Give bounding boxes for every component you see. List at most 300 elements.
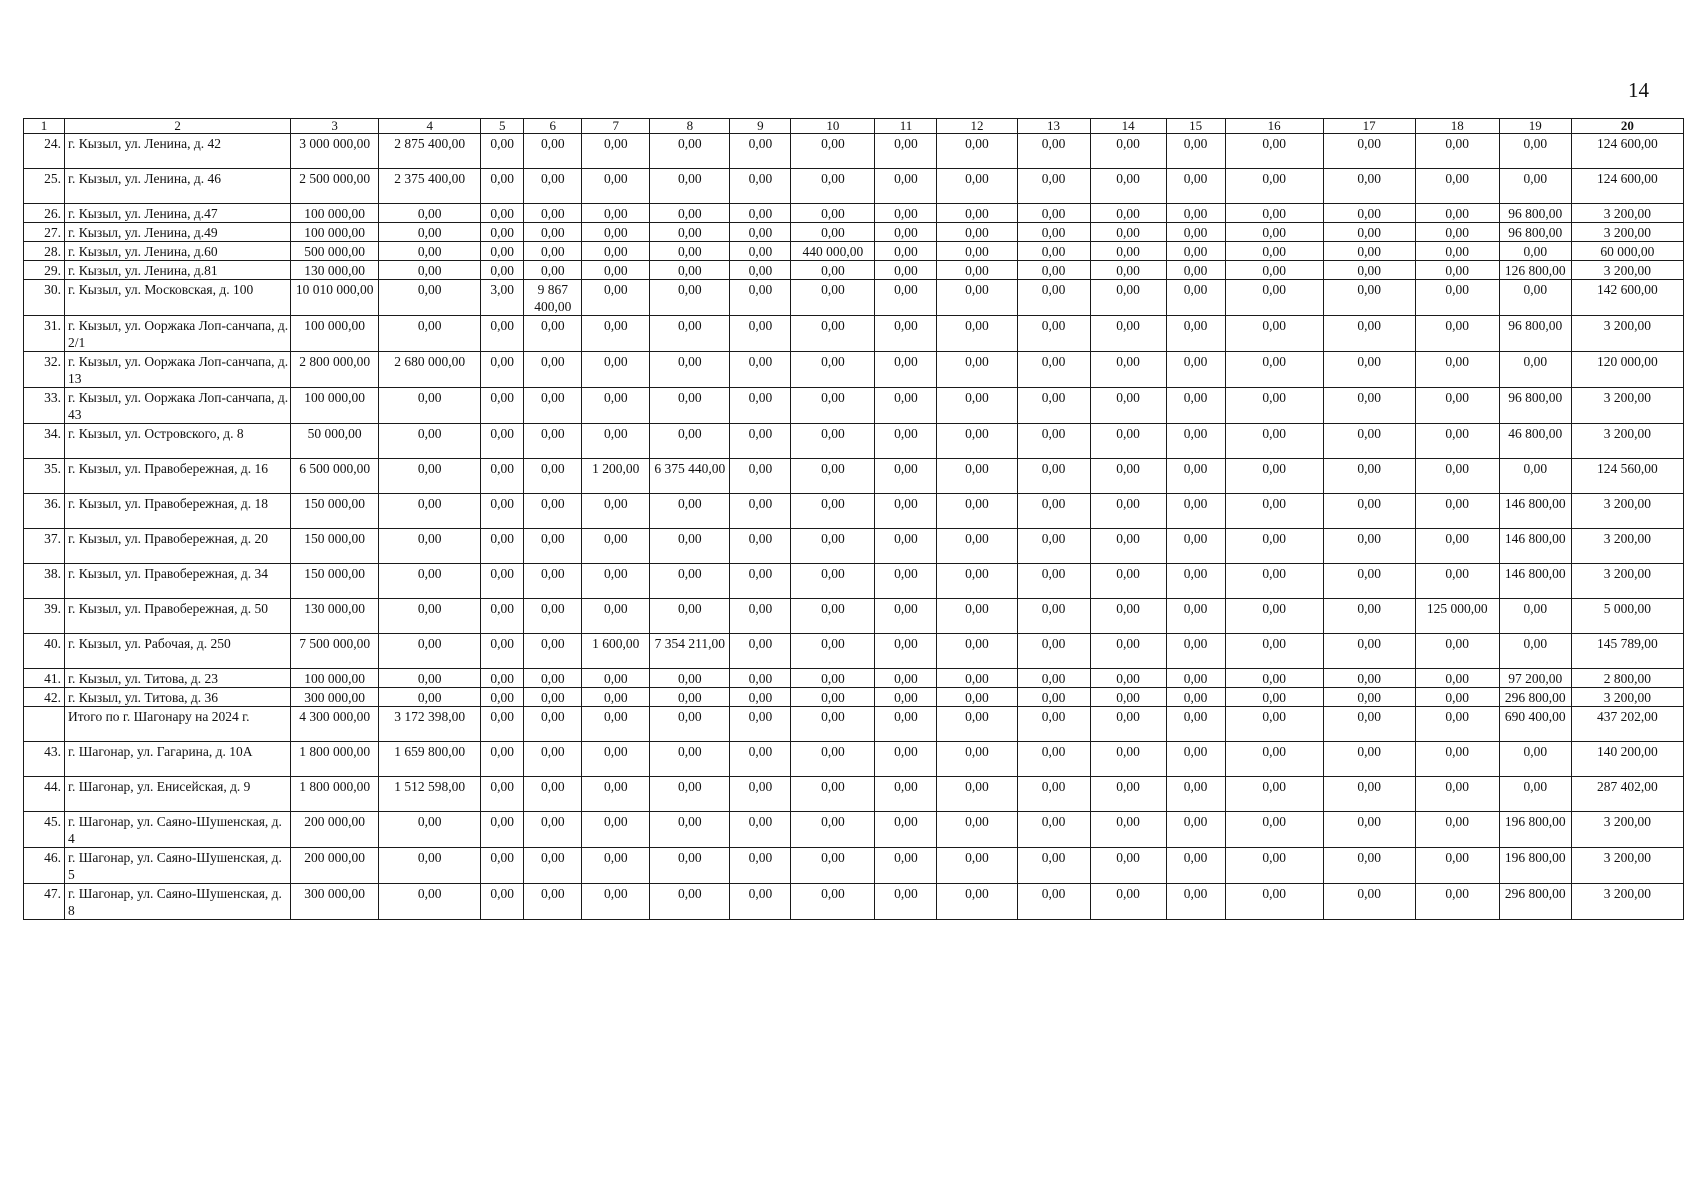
value-cell-col-20: 3 200,00 [1571,316,1683,352]
value-cell-col-20: 287 402,00 [1571,777,1683,812]
value-cell-col-6: 9 867 400,00 [524,280,582,316]
value-cell-col-16: 0,00 [1225,564,1323,599]
value-cell-col-20: 3 200,00 [1571,494,1683,529]
value-cell-col-16: 0,00 [1225,494,1323,529]
row-number-cell: 26. [24,204,65,223]
value-cell-col-10: 0,00 [791,223,875,242]
value-cell-col-11: 0,00 [875,352,937,388]
value-cell-col-12: 0,00 [937,280,1017,316]
value-cell-col-7: 0,00 [582,223,650,242]
table-row [24,388,1684,424]
header-cell-20: 20 [1571,119,1683,134]
value-cell-col-13: 0,00 [1017,564,1090,599]
value-cell-col-17: 0,00 [1323,242,1415,261]
value-cell-col-3: 100 000,00 [291,204,379,223]
value-cell-col-20: 124 600,00 [1571,169,1683,204]
value-cell-col-9: 0,00 [730,848,791,884]
value-cell-col-18: 0,00 [1415,848,1499,884]
value-cell-col-3: 2 800 000,00 [291,352,379,388]
value-cell-col-12: 0,00 [937,459,1017,494]
value-cell-col-10: 0,00 [791,777,875,812]
value-cell-col-11: 0,00 [875,388,937,424]
value-cell-col-15: 0,00 [1166,352,1225,388]
value-cell-col-12: 0,00 [937,564,1017,599]
value-cell-col-18: 0,00 [1415,388,1499,424]
value-cell-col-7: 0,00 [582,352,650,388]
address-cell: г. Кызыл, ул. Правобережная, д. 34 [65,564,291,599]
value-cell-col-4: 0,00 [379,223,481,242]
value-cell-col-18: 0,00 [1415,424,1499,459]
value-cell-col-20: 3 200,00 [1571,564,1683,599]
value-cell-col-7: 0,00 [582,599,650,634]
value-cell-col-9: 0,00 [730,688,791,707]
value-cell-col-5: 0,00 [481,688,524,707]
value-cell-col-10: 0,00 [791,599,875,634]
value-cell-col-13: 0,00 [1017,777,1090,812]
value-cell-col-12: 0,00 [937,223,1017,242]
value-cell-col-13: 0,00 [1017,848,1090,884]
value-cell-col-4: 0,00 [379,669,481,688]
row-number-cell: 39. [24,599,65,634]
value-cell-col-14: 0,00 [1090,669,1166,688]
table-row [24,169,1684,204]
value-cell-col-4: 0,00 [379,599,481,634]
value-cell-col-8: 0,00 [650,777,730,812]
value-cell-col-6: 0,00 [524,459,582,494]
value-cell-col-19: 146 800,00 [1499,494,1571,529]
table-body [24,134,1684,920]
row-number-cell: 27. [24,223,65,242]
value-cell-col-7: 0,00 [582,688,650,707]
value-cell-col-3: 100 000,00 [291,388,379,424]
value-cell-col-4: 0,00 [379,280,481,316]
row-number-cell: 37. [24,529,65,564]
value-cell-col-13: 0,00 [1017,494,1090,529]
value-cell-col-11: 0,00 [875,280,937,316]
value-cell-col-10: 0,00 [791,316,875,352]
value-cell-col-18: 125 000,00 [1415,599,1499,634]
value-cell-col-6: 0,00 [524,388,582,424]
value-cell-col-17: 0,00 [1323,529,1415,564]
value-cell-col-5: 0,00 [481,459,524,494]
value-cell-col-6: 0,00 [524,688,582,707]
value-cell-col-19: 146 800,00 [1499,564,1571,599]
value-cell-col-19: 0,00 [1499,242,1571,261]
value-cell-col-9: 0,00 [730,634,791,669]
budget-table [23,118,1684,920]
value-cell-col-5: 0,00 [481,564,524,599]
value-cell-col-3: 1 800 000,00 [291,742,379,777]
value-cell-col-17: 0,00 [1323,261,1415,280]
value-cell-col-8: 0,00 [650,884,730,920]
value-cell-col-16: 0,00 [1225,634,1323,669]
value-cell-col-11: 0,00 [875,669,937,688]
value-cell-col-10: 0,00 [791,424,875,459]
value-cell-col-13: 0,00 [1017,352,1090,388]
value-cell-col-6: 0,00 [524,261,582,280]
value-cell-col-6: 0,00 [524,669,582,688]
address-cell: Итого по г. Шагонару на 2024 г. [65,707,291,742]
address-cell: г. Шагонар, ул. Енисейская, д. 9 [65,777,291,812]
table-row [24,424,1684,459]
value-cell-col-18: 0,00 [1415,169,1499,204]
value-cell-col-3: 150 000,00 [291,529,379,564]
row-number-cell: 34. [24,424,65,459]
value-cell-col-20: 3 200,00 [1571,529,1683,564]
value-cell-col-6: 0,00 [524,134,582,169]
value-cell-col-10: 0,00 [791,494,875,529]
value-cell-col-5: 0,00 [481,884,524,920]
value-cell-col-19: 126 800,00 [1499,261,1571,280]
value-cell-col-13: 0,00 [1017,707,1090,742]
value-cell-col-19: 46 800,00 [1499,424,1571,459]
value-cell-col-3: 200 000,00 [291,848,379,884]
value-cell-col-17: 0,00 [1323,777,1415,812]
value-cell-col-11: 0,00 [875,261,937,280]
value-cell-col-7: 0,00 [582,316,650,352]
value-cell-col-20: 3 200,00 [1571,388,1683,424]
value-cell-col-9: 0,00 [730,884,791,920]
value-cell-col-3: 100 000,00 [291,316,379,352]
value-cell-col-13: 0,00 [1017,812,1090,848]
value-cell-col-16: 0,00 [1225,280,1323,316]
header-cell-17: 17 [1323,119,1415,134]
address-cell: г. Кызыл, ул. Ленина, д.81 [65,261,291,280]
value-cell-col-15: 0,00 [1166,223,1225,242]
header-cell-18: 18 [1415,119,1499,134]
value-cell-col-11: 0,00 [875,707,937,742]
value-cell-col-5: 0,00 [481,742,524,777]
value-cell-col-9: 0,00 [730,242,791,261]
value-cell-col-6: 0,00 [524,529,582,564]
value-cell-col-7: 0,00 [582,134,650,169]
value-cell-col-5: 0,00 [481,388,524,424]
value-cell-col-20: 3 200,00 [1571,848,1683,884]
header-cell-19: 19 [1499,119,1571,134]
header-cell-12: 12 [937,119,1017,134]
value-cell-col-10: 0,00 [791,884,875,920]
row-number-cell: 35. [24,459,65,494]
table-header [24,119,1684,134]
value-cell-col-11: 0,00 [875,494,937,529]
header-cell-3: 3 [291,119,379,134]
table-row [24,261,1684,280]
value-cell-col-5: 0,00 [481,352,524,388]
value-cell-col-3: 200 000,00 [291,812,379,848]
table-row [24,223,1684,242]
value-cell-col-10: 0,00 [791,848,875,884]
value-cell-col-15: 0,00 [1166,688,1225,707]
value-cell-col-15: 0,00 [1166,261,1225,280]
value-cell-col-4: 0,00 [379,848,481,884]
value-cell-col-20: 5 000,00 [1571,599,1683,634]
value-cell-col-10: 0,00 [791,688,875,707]
value-cell-col-11: 0,00 [875,529,937,564]
value-cell-col-14: 0,00 [1090,134,1166,169]
value-cell-col-19: 296 800,00 [1499,884,1571,920]
value-cell-col-18: 0,00 [1415,494,1499,529]
value-cell-col-5: 0,00 [481,316,524,352]
value-cell-col-18: 0,00 [1415,316,1499,352]
value-cell-col-15: 0,00 [1166,242,1225,261]
value-cell-col-15: 0,00 [1166,564,1225,599]
value-cell-col-4: 0,00 [379,261,481,280]
value-cell-col-19: 196 800,00 [1499,812,1571,848]
address-cell: г. Кызыл, ул. Титова, д. 36 [65,688,291,707]
value-cell-col-18: 0,00 [1415,669,1499,688]
address-cell: г. Кызыл, ул. Ооржака Лоп-санчапа, д. 2/1 [65,316,291,352]
header-row [24,119,1684,134]
value-cell-col-4: 0,00 [379,884,481,920]
row-number-cell: 45. [24,812,65,848]
page-number: 14 [1628,78,1649,102]
value-cell-col-7: 0,00 [582,388,650,424]
value-cell-col-6: 0,00 [524,599,582,634]
value-cell-col-11: 0,00 [875,884,937,920]
value-cell-col-8: 7 354 211,00 [650,634,730,669]
table-row [24,669,1684,688]
value-cell-col-18: 0,00 [1415,777,1499,812]
value-cell-col-8: 0,00 [650,599,730,634]
value-cell-col-10: 0,00 [791,529,875,564]
value-cell-col-11: 0,00 [875,599,937,634]
value-cell-col-10: 0,00 [791,707,875,742]
value-cell-col-19: 0,00 [1499,777,1571,812]
value-cell-col-4: 1 512 598,00 [379,777,481,812]
table-row [24,777,1684,812]
value-cell-col-10: 0,00 [791,352,875,388]
address-cell: г. Кызыл, ул. Ленина, д.47 [65,204,291,223]
value-cell-col-20: 3 200,00 [1571,424,1683,459]
value-cell-col-15: 0,00 [1166,388,1225,424]
value-cell-col-16: 0,00 [1225,812,1323,848]
value-cell-col-3: 130 000,00 [291,599,379,634]
value-cell-col-18: 0,00 [1415,223,1499,242]
table-row [24,707,1684,742]
value-cell-col-7: 0,00 [582,280,650,316]
value-cell-col-3: 10 010 000,00 [291,280,379,316]
value-cell-col-13: 0,00 [1017,388,1090,424]
value-cell-col-19: 0,00 [1499,134,1571,169]
value-cell-col-6: 0,00 [524,316,582,352]
value-cell-col-13: 0,00 [1017,634,1090,669]
header-cell-1: 1 [24,119,65,134]
value-cell-col-8: 0,00 [650,529,730,564]
value-cell-col-7: 0,00 [582,204,650,223]
value-cell-col-15: 0,00 [1166,848,1225,884]
value-cell-col-8: 0,00 [650,494,730,529]
value-cell-col-9: 0,00 [730,424,791,459]
address-cell: г. Кызыл, ул. Ооржака Лоп-санчапа, д. 13 [65,352,291,388]
header-cell-11: 11 [875,119,937,134]
value-cell-col-16: 0,00 [1225,261,1323,280]
value-cell-col-18: 0,00 [1415,884,1499,920]
header-cell-4: 4 [379,119,481,134]
row-number-cell: 32. [24,352,65,388]
value-cell-col-18: 0,00 [1415,242,1499,261]
value-cell-col-8: 6 375 440,00 [650,459,730,494]
value-cell-col-19: 0,00 [1499,169,1571,204]
value-cell-col-6: 0,00 [524,494,582,529]
value-cell-col-3: 50 000,00 [291,424,379,459]
value-cell-col-18: 0,00 [1415,812,1499,848]
value-cell-col-14: 0,00 [1090,280,1166,316]
value-cell-col-11: 0,00 [875,242,937,261]
value-cell-col-4: 0,00 [379,634,481,669]
value-cell-col-10: 0,00 [791,388,875,424]
table-row [24,204,1684,223]
value-cell-col-3: 300 000,00 [291,688,379,707]
value-cell-col-19: 0,00 [1499,742,1571,777]
value-cell-col-14: 0,00 [1090,812,1166,848]
value-cell-col-7: 0,00 [582,707,650,742]
value-cell-col-17: 0,00 [1323,564,1415,599]
value-cell-col-16: 0,00 [1225,223,1323,242]
value-cell-col-5: 0,00 [481,634,524,669]
value-cell-col-15: 0,00 [1166,169,1225,204]
value-cell-col-14: 0,00 [1090,742,1166,777]
row-number-cell: 40. [24,634,65,669]
value-cell-col-18: 0,00 [1415,707,1499,742]
value-cell-col-10: 0,00 [791,261,875,280]
value-cell-col-17: 0,00 [1323,688,1415,707]
value-cell-col-5: 3,00 [481,280,524,316]
value-cell-col-12: 0,00 [937,424,1017,459]
row-number-cell: 41. [24,669,65,688]
value-cell-col-8: 0,00 [650,242,730,261]
value-cell-col-13: 0,00 [1017,669,1090,688]
value-cell-col-11: 0,00 [875,688,937,707]
value-cell-col-20: 437 202,00 [1571,707,1683,742]
table-row [24,564,1684,599]
value-cell-col-10: 0,00 [791,280,875,316]
header-cell-14: 14 [1090,119,1166,134]
value-cell-col-15: 0,00 [1166,459,1225,494]
value-cell-col-5: 0,00 [481,669,524,688]
value-cell-col-11: 0,00 [875,459,937,494]
value-cell-col-19: 96 800,00 [1499,316,1571,352]
value-cell-col-8: 0,00 [650,848,730,884]
address-cell: г. Кызыл, ул. Ленина, д.60 [65,242,291,261]
value-cell-col-18: 0,00 [1415,204,1499,223]
value-cell-col-7: 0,00 [582,742,650,777]
value-cell-col-8: 0,00 [650,688,730,707]
value-cell-col-19: 0,00 [1499,352,1571,388]
value-cell-col-7: 0,00 [582,669,650,688]
value-cell-col-15: 0,00 [1166,777,1225,812]
value-cell-col-16: 0,00 [1225,707,1323,742]
value-cell-col-9: 0,00 [730,599,791,634]
table-row [24,634,1684,669]
value-cell-col-8: 0,00 [650,352,730,388]
table-row [24,242,1684,261]
value-cell-col-15: 0,00 [1166,494,1225,529]
table-row [24,529,1684,564]
value-cell-col-5: 0,00 [481,848,524,884]
value-cell-col-12: 0,00 [937,634,1017,669]
header-cell-9: 9 [730,119,791,134]
value-cell-col-17: 0,00 [1323,459,1415,494]
value-cell-col-8: 0,00 [650,280,730,316]
value-cell-col-5: 0,00 [481,134,524,169]
value-cell-col-10: 0,00 [791,669,875,688]
value-cell-col-20: 3 200,00 [1571,204,1683,223]
value-cell-col-20: 60 000,00 [1571,242,1683,261]
value-cell-col-5: 0,00 [481,777,524,812]
value-cell-col-16: 0,00 [1225,529,1323,564]
value-cell-col-17: 0,00 [1323,848,1415,884]
row-number-cell: 43. [24,742,65,777]
table-row [24,459,1684,494]
value-cell-col-12: 0,00 [937,884,1017,920]
value-cell-col-14: 0,00 [1090,564,1166,599]
value-cell-col-20: 140 200,00 [1571,742,1683,777]
value-cell-col-20: 3 200,00 [1571,812,1683,848]
value-cell-col-7: 1 200,00 [582,459,650,494]
value-cell-col-17: 0,00 [1323,204,1415,223]
value-cell-col-10: 0,00 [791,204,875,223]
value-cell-col-3: 150 000,00 [291,564,379,599]
value-cell-col-16: 0,00 [1225,688,1323,707]
value-cell-col-19: 97 200,00 [1499,669,1571,688]
value-cell-col-13: 0,00 [1017,742,1090,777]
value-cell-col-5: 0,00 [481,242,524,261]
value-cell-col-11: 0,00 [875,223,937,242]
value-cell-col-8: 0,00 [650,707,730,742]
value-cell-col-7: 0,00 [582,848,650,884]
value-cell-col-16: 0,00 [1225,388,1323,424]
value-cell-col-7: 0,00 [582,529,650,564]
value-cell-col-8: 0,00 [650,316,730,352]
value-cell-col-20: 120 000,00 [1571,352,1683,388]
address-cell: г. Кызыл, ул. Ленина, д. 42 [65,134,291,169]
value-cell-col-20: 3 200,00 [1571,261,1683,280]
value-cell-col-17: 0,00 [1323,742,1415,777]
value-cell-col-18: 0,00 [1415,688,1499,707]
value-cell-col-14: 0,00 [1090,204,1166,223]
value-cell-col-17: 0,00 [1323,812,1415,848]
value-cell-col-20: 2 800,00 [1571,669,1683,688]
value-cell-col-4: 0,00 [379,529,481,564]
value-cell-col-4: 0,00 [379,388,481,424]
value-cell-col-16: 0,00 [1225,169,1323,204]
table-row [24,812,1684,848]
value-cell-col-4: 0,00 [379,688,481,707]
value-cell-col-6: 0,00 [524,223,582,242]
value-cell-col-16: 0,00 [1225,669,1323,688]
value-cell-col-19: 96 800,00 [1499,223,1571,242]
header-cell-15: 15 [1166,119,1225,134]
value-cell-col-15: 0,00 [1166,316,1225,352]
value-cell-col-15: 0,00 [1166,529,1225,564]
value-cell-col-15: 0,00 [1166,599,1225,634]
value-cell-col-14: 0,00 [1090,848,1166,884]
value-cell-col-13: 0,00 [1017,424,1090,459]
value-cell-col-20: 3 200,00 [1571,884,1683,920]
value-cell-col-9: 0,00 [730,707,791,742]
value-cell-col-9: 0,00 [730,742,791,777]
address-cell: г. Кызыл, ул. Московская, д. 100 [65,280,291,316]
value-cell-col-4: 0,00 [379,204,481,223]
table-row [24,280,1684,316]
address-cell: г. Шагонар, ул. Гагарина, д. 10А [65,742,291,777]
value-cell-col-11: 0,00 [875,742,937,777]
value-cell-col-17: 0,00 [1323,316,1415,352]
value-cell-col-9: 0,00 [730,529,791,564]
address-cell: г. Кызыл, ул. Правобережная, д. 18 [65,494,291,529]
value-cell-col-14: 0,00 [1090,169,1166,204]
value-cell-col-19: 690 400,00 [1499,707,1571,742]
